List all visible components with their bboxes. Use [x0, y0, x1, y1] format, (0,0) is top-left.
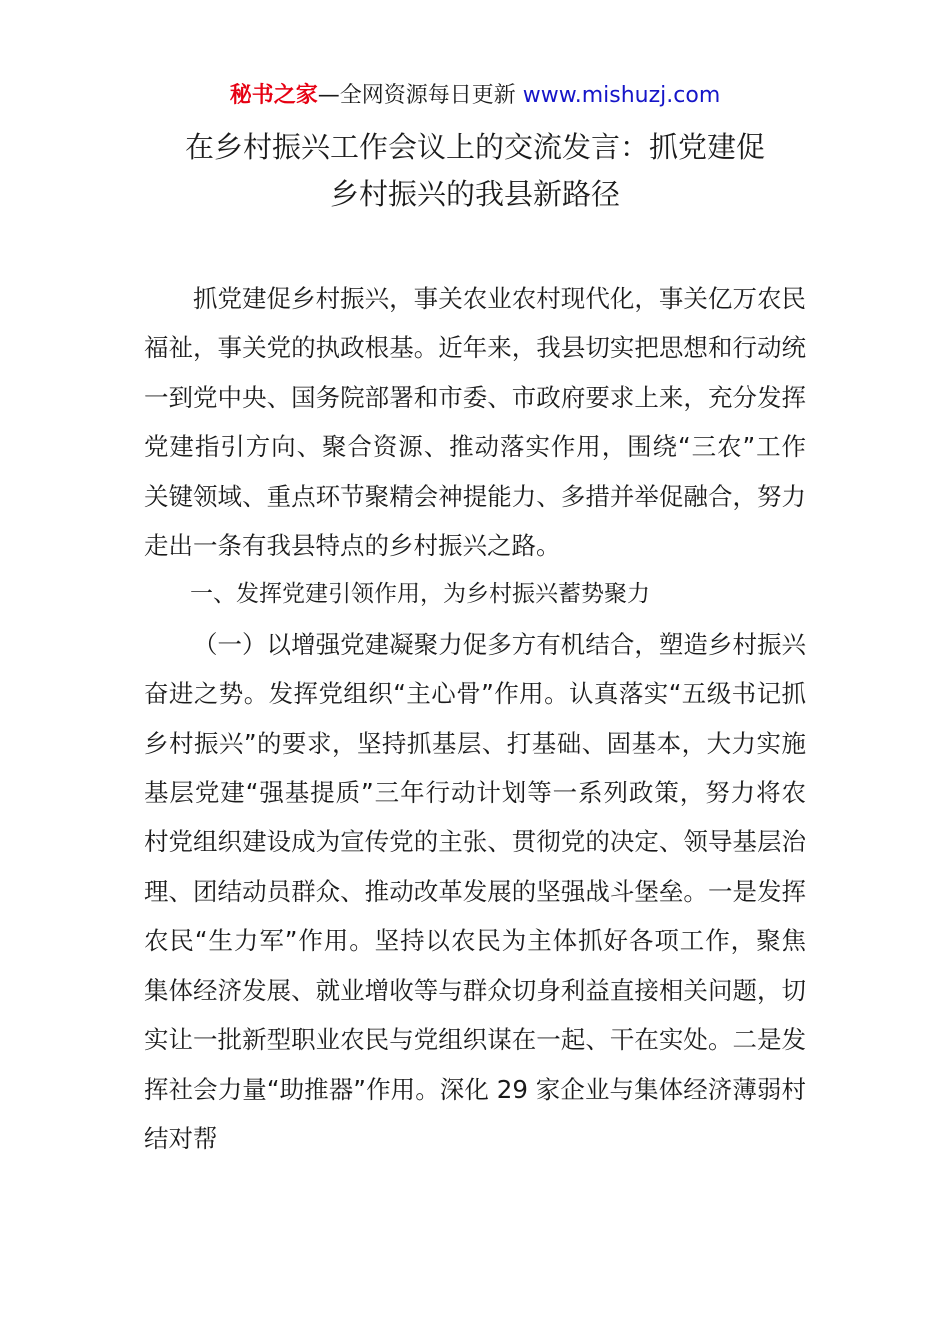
title-line-1: 在乡村振兴工作会议上的交流发言：抓党建促	[184, 130, 765, 164]
section-heading: 一、发挥党建引领作用，为乡村振兴蓄势聚力	[190, 581, 650, 608]
page-title	[100, 124, 850, 218]
title-line-2: 乡村振兴的我县新路径	[329, 177, 620, 211]
site-url-link[interactable]: www.mishuzj.com	[522, 83, 721, 108]
header-tagline: —全网资源每日更新	[317, 83, 523, 108]
intro-paragraph: 抓党建促乡村振兴，事关农业农村现代化，事关亿万农民福祉，事关党的执政根基。近年来，我县切实把思想和行动统一到党中央、国务院部署和市委、市政府要求上来，充分发挥党建指引方向、聚合资源、推动落实作用，围绕“三农”工作关键领域、重点环节聚精会神提能力、多措并举促融合，努力走出一条有我县特点的乡村振兴之路。	[144, 284, 806, 561]
brand-name: 秘书之家	[229, 83, 318, 108]
body-paragraph: （一）以增强党建凝聚力促多方有机结合，塑造乡村振兴奋进之势。发挥党组织“主心骨”作用。认真落实“五级书记抓乡村振兴”的要求，坚持抓基层、打基础、固基本，大力实施基层党建“强基提质”三年行动计划等一系列政策，努力将农村党组织建设成为宣传党的主张、贯彻党的决定、领导基层治理、团结动员群众、推动改革发展的坚强战斗堡垒。一是发挥农民“生力军”作用。坚持以农民为主体抓好各项工作，聚焦集体经济发展、就业增收等与群众切身利益直接相关问题，切实让一批新型职业农民与党组织谋在一起、干在实处。二是发挥社会力量“助推器”作用。深化 29 家企业与集体经济薄弱村结对帮	[144, 629, 806, 1153]
site-header	[0, 80, 950, 112]
document-body	[144, 274, 806, 1163]
